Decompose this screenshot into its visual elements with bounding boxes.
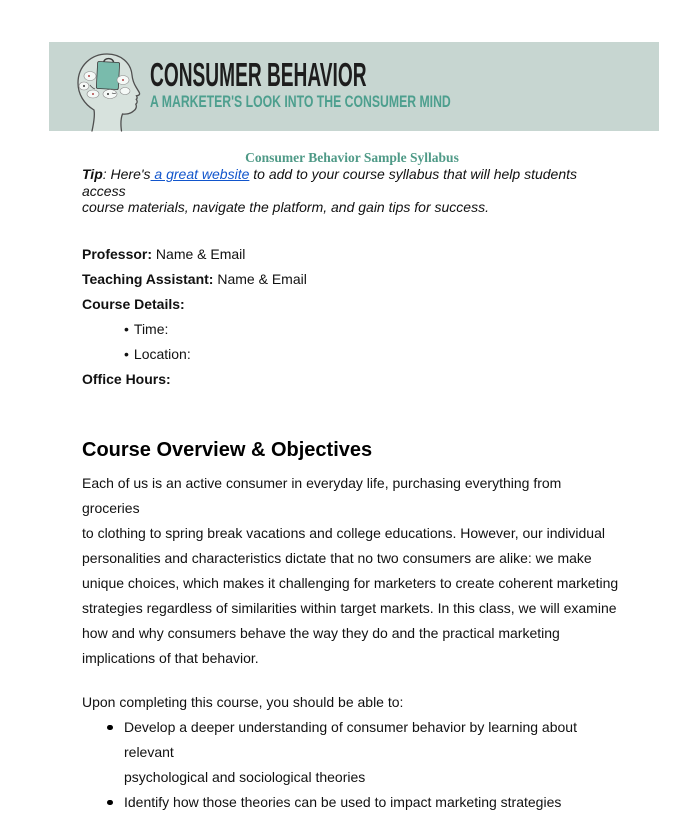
time-label: Time: bbox=[133, 320, 169, 337]
bullet-icon: • bbox=[124, 320, 129, 337]
course-banner bbox=[49, 42, 659, 131]
outcome-line: psychological and sociological theories bbox=[124, 768, 366, 785]
banner-text-block bbox=[150, 56, 568, 111]
shopping-bag-icon bbox=[96, 58, 120, 90]
outcomes-intro: Upon completing this course, you should be able to: bbox=[82, 693, 404, 710]
paragraph-line: implications of that behavior. bbox=[82, 649, 259, 666]
detail-item-location bbox=[82, 342, 622, 367]
outcome-line: Identify how those theories can be used to impact marketing strategies bbox=[124, 793, 562, 810]
banner-subtitle: A MARKETER'S LOOK INTO THE CONSUMER MIND bbox=[150, 92, 451, 111]
list-item bbox=[82, 790, 622, 815]
professor-line bbox=[82, 242, 622, 267]
paragraph-line: Each of us is an active consumer in everyday life, purchasing everything from groceries bbox=[82, 474, 562, 516]
overview-heading: Course Overview & Objectives bbox=[82, 438, 373, 461]
course-info-block bbox=[82, 242, 622, 392]
paragraph-line: to clothing to spring break vacations and college educations. However, our individual bbox=[82, 524, 605, 541]
tip-line-2: course materials, navigate the platform, and gain tips for success. bbox=[82, 199, 489, 215]
outcomes-list bbox=[82, 715, 622, 815]
overview-paragraph bbox=[82, 471, 622, 671]
outcome-line: Develop a deeper understanding of consumer behavior by learning about relevant bbox=[124, 718, 577, 760]
professor-value: Name & Email bbox=[152, 245, 246, 262]
office-hours-line bbox=[82, 367, 622, 392]
tip-after-link: to add to your course syllabus that will help students access bbox=[82, 166, 578, 199]
doc-title: Consumer Behavior Sample Syllabus bbox=[245, 150, 459, 165]
teaching-assistant-label: Teaching Assistant: bbox=[82, 270, 214, 287]
consumer-mind-head-icon bbox=[70, 49, 146, 131]
course-details-line bbox=[82, 292, 622, 317]
paragraph-line: unique choices, which makes it challenging for marketers to create coherent marketing bbox=[82, 574, 619, 591]
course-details-label: Course Details: bbox=[82, 295, 185, 312]
professor-label: Professor: bbox=[82, 245, 153, 262]
tip-label: Tip bbox=[82, 166, 103, 182]
paragraph-line: strategies regardless of similarities within target markets. In this class, we will examine bbox=[82, 599, 617, 616]
document-body bbox=[82, 150, 622, 815]
list-item bbox=[82, 715, 622, 790]
tip-paragraph bbox=[82, 166, 622, 216]
banner-title: CONSUMER BEHAVIOR bbox=[150, 56, 367, 93]
office-hours-label: Office Hours: bbox=[82, 370, 171, 387]
tip-before-link: : Here's bbox=[102, 166, 151, 182]
great-website-link[interactable]: a great website bbox=[150, 166, 250, 182]
teaching-assistant-value: Name & Email bbox=[213, 270, 307, 287]
bullet-icon: • bbox=[124, 345, 129, 362]
tip-line-1 bbox=[82, 166, 622, 199]
detail-item-time bbox=[82, 317, 622, 342]
bullet-dot-icon bbox=[107, 800, 113, 806]
teaching-assistant-line bbox=[82, 267, 622, 292]
bullet-dot-icon bbox=[107, 725, 113, 731]
paragraph-line: how and why consumers behave the way they do and the practical marketing bbox=[82, 624, 560, 641]
location-label: Location: bbox=[133, 345, 191, 362]
paragraph-line: personalities and characteristics dictate that no two consumers are alike: we make bbox=[82, 549, 592, 566]
